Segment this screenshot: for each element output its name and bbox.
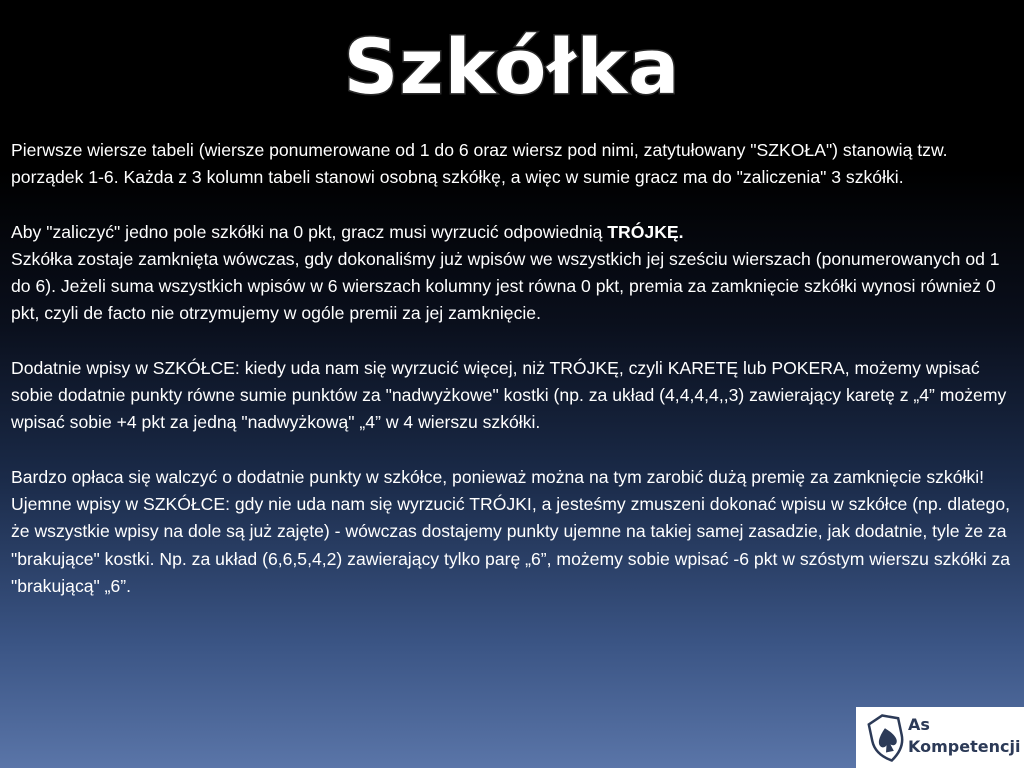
as-kompetencji-logo bbox=[856, 707, 1024, 768]
spacer bbox=[11, 437, 1011, 464]
shield-spade-icon bbox=[866, 712, 908, 764]
spacer bbox=[11, 328, 1011, 355]
slide-title: Szkółka bbox=[343, 22, 681, 111]
spacer bbox=[11, 192, 1011, 219]
paragraph-zaliczenie-text: Aby "zaliczyć" jedno pole szkółki na 0 pkt, gracz musi wyrzucić odpowiednią bbox=[11, 221, 608, 242]
paragraph-zamkniecie: Szkółka zostaje zamknięta wówczas, gdy dokonaliśmy już wpisów we wszystkich jej sześciu wierszach (ponumerowanych od 1 do 6). Jeżeli suma wszystkich wpisów w 6 wierszach kolumny jest równa 0 pkt, premia za zamknięcie szkółki wynosi również 0 pkt, czyli de facto nie otrzymujemy w ogóle premii za jej zamknięcie. bbox=[11, 248, 1000, 324]
paragraph-zaliczenie-bold: TRÓJKĘ. bbox=[607, 221, 684, 242]
logo-text bbox=[908, 715, 1020, 757]
paragraph-ujemne: Ujemne wpisy w SZKÓŁCE: gdy nie uda nam się wyrzucić TRÓJKI, a jesteśmy zmuszeni dokonać wpisu w szkółce (np. dlatego, że wszystkie wpisy na dole są już zajęte) - wówczas dostajemy punkty ujemne na takiej samej zasadzie, jak dodatnie, tyle że za "brakujące" kostki. Np. za układ (6,6,5,4,2) zawierający tylko parę „6”, możemy sobie wpisać -6 pkt w szóstym wierszu szkółki za "brakującą" „6”. bbox=[11, 493, 1011, 596]
paragraph-dodatnie: Dodatnie wpisy w SZKÓŁCE: kiedy uda nam się wyrzucić więcej, niż TRÓJKĘ, czyli KARETĘ lub POKERA, możemy wpisać sobie dodatnie punkty równe sumie punktów za "nadwyżkowe" kostki (np. za układ (4,4,4,4,,3) zawierający karetę z „4” możemy wpisać sobie +4 pkt za jedną "nadwyżkową" „4” w 4 wierszu szkółki. bbox=[11, 357, 1007, 433]
logo-line-1: As bbox=[908, 715, 930, 734]
paragraph-premia: Bardzo opłaca się walczyć o dodatnie punkty w szkółce, ponieważ można na tym zarobić dużą premię za zamknięcie szkółki! bbox=[11, 466, 984, 487]
logo-line-2: Kompetencji bbox=[908, 737, 1021, 756]
paragraph-table-rows: Pierwsze wiersze tabeli (wiersze ponumerowane od 1 do 6 oraz wiersz pod nimi, zatytułowany "SZKOŁA") stanowią tzw. porządek 1-6. Każda z 3 kolumn tabeli stanowi osobną szkółkę, a więc w sumie gracz ma do "zaliczenia" 3 szkółki. bbox=[11, 140, 948, 188]
paragraph-zaliczenie bbox=[11, 219, 1011, 246]
slide-body bbox=[11, 137, 1011, 600]
